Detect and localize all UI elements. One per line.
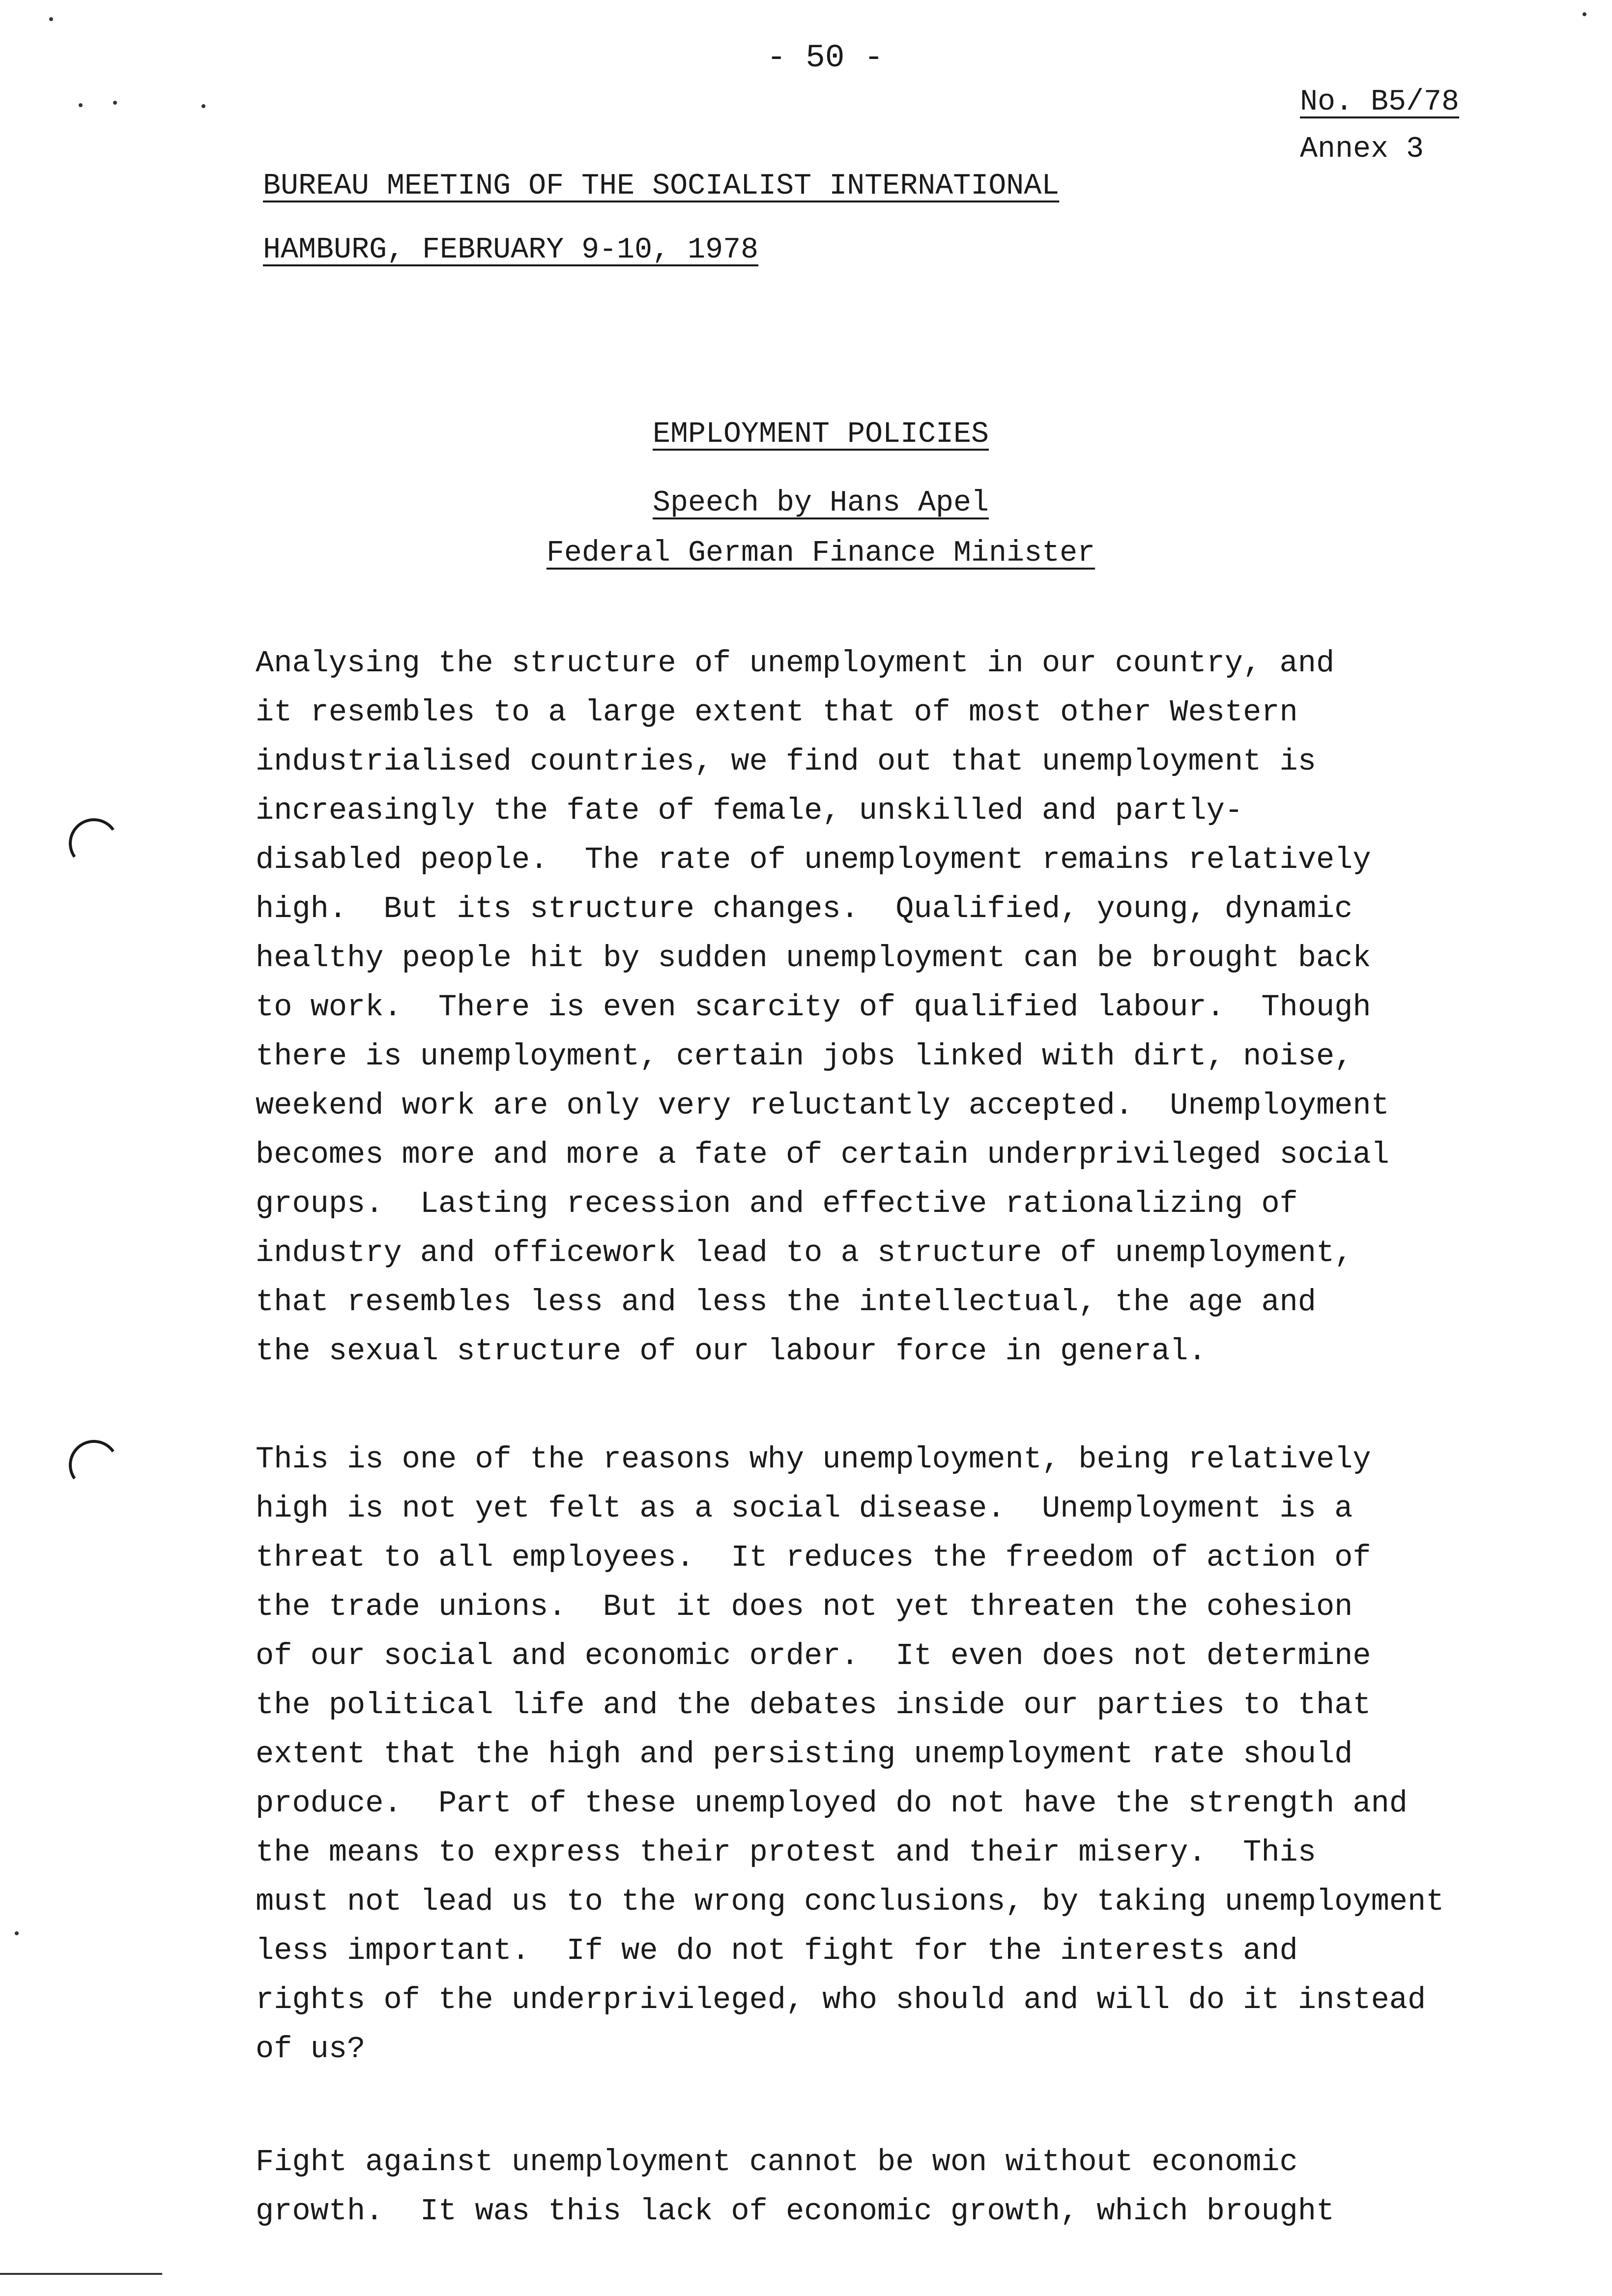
meeting-place-date: HAMBURG, FEBRUARY 9-10, 1978: [263, 233, 759, 267]
document-reference: [1300, 79, 1459, 173]
speaker-line: Speech by Hans Apel: [652, 487, 989, 520]
scan-speck: [202, 104, 205, 108]
meeting-title: BUREAU MEETING OF THE SOCIALIST INTERNATIONAL: [263, 170, 1060, 203]
punch-hole-mark: [65, 814, 123, 872]
scan-speck: [79, 103, 83, 107]
speech-heading: EMPLOYMENT POLICIES: [652, 418, 989, 451]
scan-speck: [49, 17, 53, 21]
speaker-role: Federal German Finance Minister: [546, 537, 1095, 570]
page-number: - 50 -: [767, 39, 884, 76]
paragraph-1: Analysing the structure of unemployment in our country, and it resembles to a large extent that of most other Western industrialised countries, we find out that unemployment is increasingly the fate of female, unskilled and partly- disabled people. The rate of unemployment remains relatively high. But its structure changes. Qualified, young, dynamic healthy people hit by sudden unemployment can be brought back to work. There is even scarcity of qualified labour. Though there is unemployment, certain jobs linked with dirt, noise, weekend work are only very reluctantly accepted. Unemployment becomes more and more a fate of certain underprivileged social groups. Lasting recession and effective rationalizing of industry and officework lead to a structure of unemployment, that resembles less and less the intellectual, the age and the sexual structure of our labour force in general.: [256, 646, 1389, 1369]
scan-speck: [15, 1931, 19, 1935]
paragraph-3: Fight against unemployment cannot be won without economic growth. It was this lack of economic growth, which brought: [256, 2145, 1335, 2229]
page-edge-line: [0, 2273, 162, 2275]
scan-speck: [1583, 12, 1586, 16]
document-number: No. B5/78: [1300, 86, 1460, 119]
annex-label: Annex 3: [1300, 133, 1424, 166]
scan-speck: [113, 101, 117, 105]
punch-hole-mark: [65, 1436, 123, 1494]
paragraph-2: This is one of the reasons why unemployment, being relatively high is not yet felt as a social disease. Unemployment is a threat to all employees. It reduces the freedom of action of the trade unions. But it does not yet threaten the cohesion of our social and economic order. It even does not determine the political life and the debates inside our parties to that extent that the high and persisting unemployment rate should produce. Part of these unemployed do not have the strength and the means to express their protest and their misery. This must not lead us to the wrong conclusions, by taking unemployment less important. If we do not fight for the interests and rights of the underprivileged, who should and will do it instead of us?: [256, 1442, 1444, 2066]
